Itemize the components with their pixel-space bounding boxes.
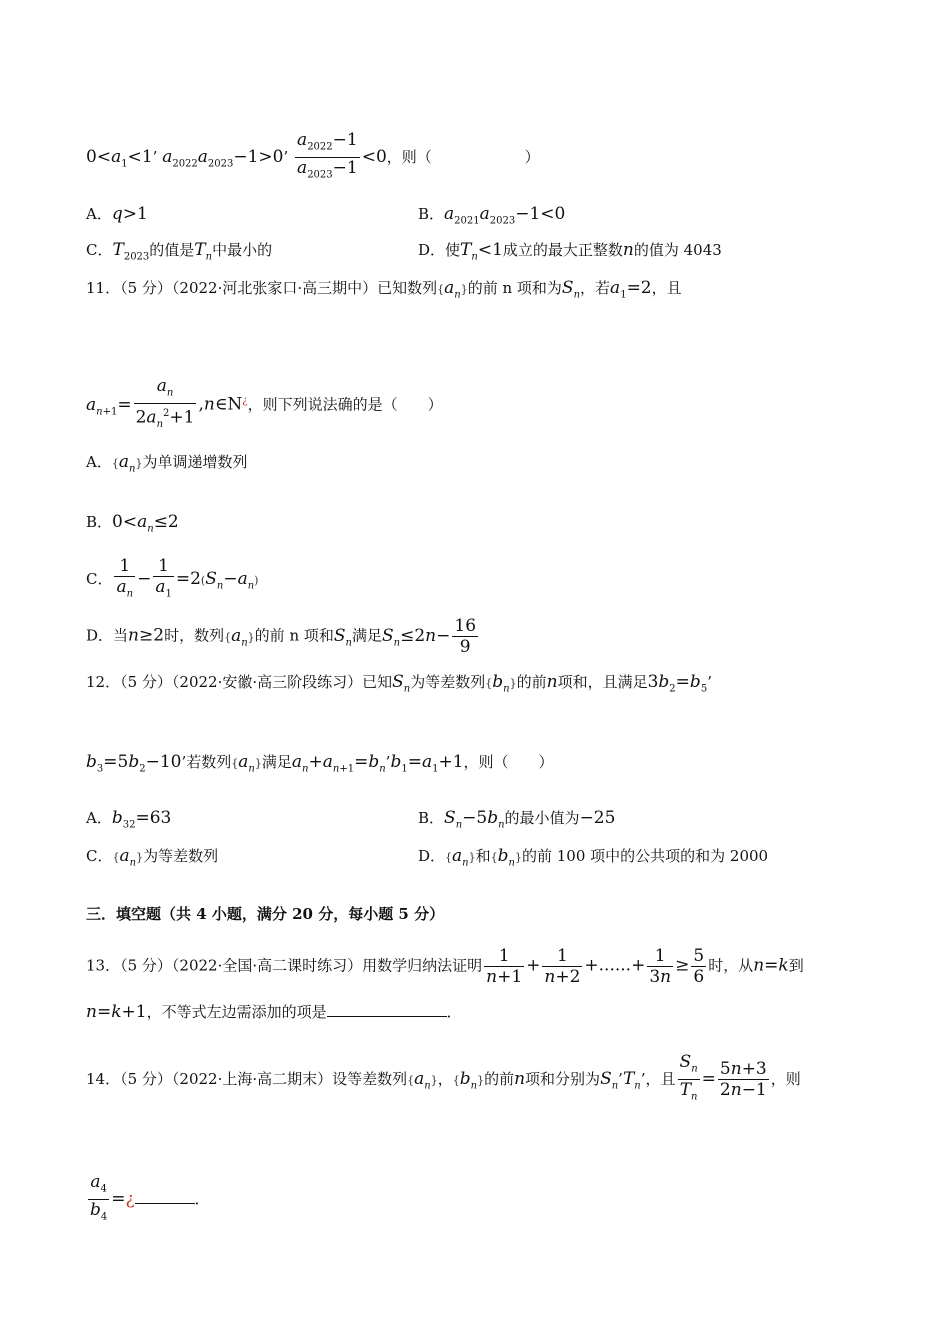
q12-option-b: B．$S_n-5b_n$的最小值为−25 — [418, 808, 616, 831]
q11-recurrence-fraction: $\frac{a_n}{2a_n^2+1}$ — [135, 376, 195, 431]
q11-option-a: A．$\{a_n\}$为单调递增数列 — [86, 452, 248, 475]
q11-option-d: D．当n≥2时，数列$\{a_n\}$的前 n 项和$S_n$满足$S_n\le 2n-$ $\frac{16}{9}$ — [86, 616, 477, 657]
q11-stem-line1: 11．（5 分）（2022·河北张家口·高三期中）已知数列$\{a_n\}$的前 n 项和为$S_n$，若$a_1=2$，且 — [86, 278, 682, 301]
q14-answer-blank[interactable] — [135, 1189, 195, 1204]
section3-title: 三．填空题（共 4 小题，满分 20 分，每小题 5 分） — [86, 905, 445, 923]
q10-option-a: A．q>1 — [86, 204, 148, 224]
q11-option-c: C． $\frac{1}{a_n}$ − $\frac{1}{a_1}$ $=2(S_n-a_n)$ — [86, 556, 259, 600]
q10-option-d: D．使$T_n<1$成立的最大正整数n的值为 4043 — [418, 240, 722, 263]
q11-option-b: B．$0<a_n\le 2$ — [86, 512, 179, 535]
q11-stem-line2: $a_{n+1}=$ $\frac{a_n}{2a_n^2+1}$ ,n∈N¿，则下列说法确的是（ ） — [86, 376, 443, 435]
q10-fraction: $\frac{a_{2022}-1}{a_{2023}-1}$ — [297, 130, 358, 181]
q13-stem-line2: n=k+1，不等式左边需添加的项是 ． — [86, 1002, 462, 1022]
q13-stem-line1: 13．（5 分）（2022·全国·高二课时练习）用数学归纳法证明 $\frac{1}{n+1}$ + $\frac{1}{n+2}$ +......+ $\frac{1}{3n}$ ≥ $\frac{5}{6}$ 时，从n=k到 — [86, 946, 804, 987]
q12-stem-line2: $b_3=5b_2-10$’若数列$\{a_n\}$满足$a_n+a_{n+1}=b_n’b_1=a_1+1$，则（ ） — [86, 752, 554, 775]
q12-option-a: A．$b_{32}=63$ — [86, 808, 172, 831]
q12-option-c: C．$\{a_n\}$为等差数列 — [86, 846, 219, 869]
q13-answer-blank[interactable] — [327, 1002, 447, 1017]
q12-option-d: D．$\{a_n\}$和$\{b_n\}$的前 100 项中的公共项的和为 2000 — [418, 846, 769, 869]
q12-stem-line1: 12．（5 分）（2022·安徽·高三阶段练习）已知$S_n$为等差数列$\{b_n\}$的前n项和，且满足$3b_2=b_5$’ — [86, 672, 712, 695]
q14-stem-line1: 14．（5 分）（2022·上海·高二期末）设等差数列$\{a_n\}$，$\{b_n\}$的前n项和分别为$S_n’T_n$’，且 $\frac{S_n}{T_n}$ = $\frac{5n+3}{2n-1}$ ，则 — [86, 1052, 801, 1103]
q10-condition-line: $0<a_1<1$’ $a_{2022}a_{2023}-1>0$’ $\frac{a_{2022}-1}{a_{2023}-1}$ <0，则（ ） — [86, 130, 540, 186]
q10-option-b: B．$a_{2021}a_{2023}-1<0$ — [418, 204, 566, 227]
q14-answer-line: $\frac{a_4}{b_4}$ =¿ ． — [90, 1172, 210, 1223]
q10-option-c: C．$T_{2023}$的值是$T_n$中最小的 — [86, 240, 273, 263]
